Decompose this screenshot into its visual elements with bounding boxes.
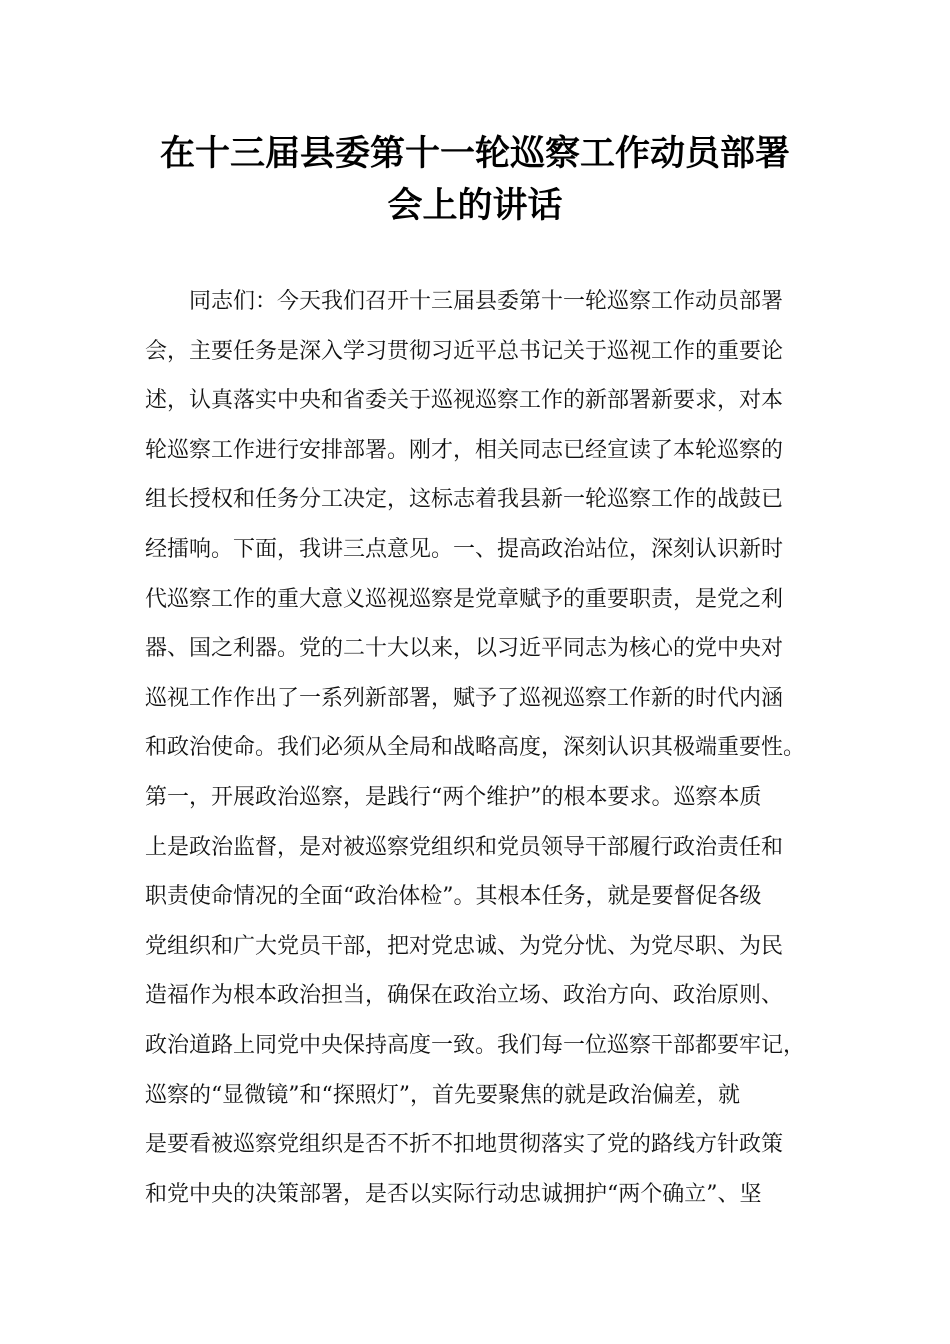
body-line: 造福作为根本政治担当，确保在政治立场、政治方向、政治原则、 — [145, 983, 784, 1009]
body-line: 政治道路上同党中央保持高度一致。我们每一位巡察干部都要牢记， — [145, 1032, 806, 1058]
body-line: 第一，开展政治巡察，是践行“两个维护”的根本要求。巡察本质 — [145, 784, 762, 810]
body-line: 轮巡察工作进行安排部署。刚才，相关同志已经宣读了本轮巡察的 — [145, 437, 784, 463]
body-line: 职责使命情况的全面“政治体检”。其根本任务，就是要督促各级 — [145, 884, 762, 910]
body-line: 述，认真落实中央和省委关于巡视巡察工作的新部署新要求，对本 — [145, 388, 784, 414]
body-line: 组长授权和任务分工决定，这标志着我县新一轮巡察工作的战鼓已 — [145, 487, 784, 513]
body-line: 巡察的“显微镜”和“探照灯”，首先要聚焦的就是政治偏差，就 — [145, 1082, 740, 1108]
title-line-2: 会上的讲话 — [387, 186, 563, 226]
body-line: 上是政治监督，是对被巡察党组织和党员领导干部履行政治责任和 — [145, 834, 784, 860]
body-line: 和党中央的决策部署，是否以实际行动忠诚拥护“两个确立”、坚 — [145, 1181, 762, 1207]
body-line: 党组织和广大党员干部，把对党忠诚、为党分忧、为党尽职、为民 — [145, 933, 784, 959]
title-line-1: 在十三届县委第十一轮巡察工作动员部署 — [159, 134, 790, 174]
document-title — [0, 128, 950, 232]
body-line: 巡视工作作出了一系列新部署，赋予了巡视巡察工作新的时代内涵 — [145, 685, 784, 711]
body-line: 会，主要任务是深入学习贯彻习近平总书记关于巡视工作的重要论 — [145, 338, 784, 364]
body-line: 是要看被巡察党组织是否不折不扣地贯彻落实了党的路线方针政策 — [145, 1132, 784, 1158]
body-line: 和政治使命。我们必须从全局和战略高度，深刻认识其极端重要性。 — [145, 735, 806, 761]
body-line: 器、国之利器。党的二十大以来，以习近平同志为核心的党中央对 — [145, 636, 784, 662]
body-line: 经擂响。下面，我讲三点意见。一、提高政治站位，深刻认识新时 — [145, 536, 784, 562]
document-body — [145, 277, 825, 1219]
body-line: 同志们：今天我们召开十三届县委第十一轮巡察工作动员部署 — [145, 289, 784, 314]
body-line: 代巡察工作的重大意义巡视巡察是党章赋予的重要职责，是党之利 — [145, 586, 784, 612]
